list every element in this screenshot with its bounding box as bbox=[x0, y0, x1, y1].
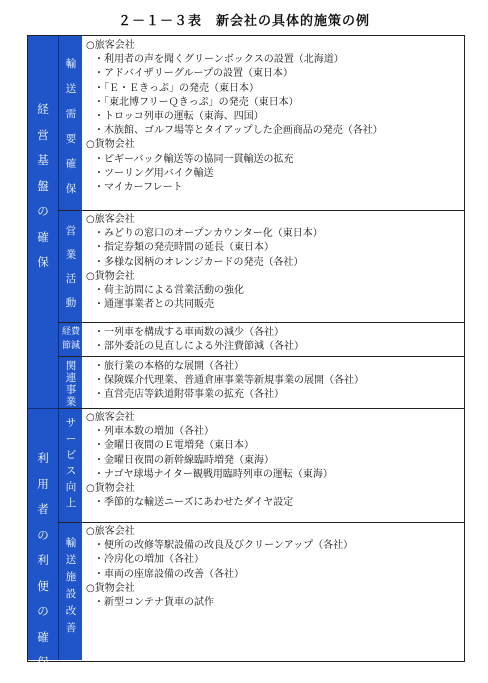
section-heading-char: 営 bbox=[65, 225, 77, 237]
category-char: 者 bbox=[37, 502, 49, 516]
measure-item: ・部外委託の見直しによる外注費節減（各社） bbox=[94, 341, 304, 353]
section-content bbox=[82, 210, 464, 322]
section-heading-char: 施 bbox=[65, 571, 77, 583]
row-divider bbox=[58, 322, 464, 323]
section-heading-cell bbox=[58, 356, 82, 408]
company-heading: ○貨物会社 bbox=[86, 139, 135, 151]
section-heading-cell bbox=[58, 36, 82, 210]
measure-item: ・新型コンテナ貨車の試作 bbox=[94, 597, 214, 609]
measure-item: ・一列車を構成する車両数の減少（各社） bbox=[94, 327, 284, 338]
section-content bbox=[82, 408, 464, 522]
measure-item: ・ピギーバック輸送等の協同一貫輸送の拡充 bbox=[94, 153, 294, 165]
section-heading-char: 送 bbox=[65, 554, 77, 566]
category-char: 経 bbox=[37, 102, 49, 116]
section-content bbox=[82, 322, 464, 356]
company-heading: ○貨物会社 bbox=[86, 582, 135, 594]
section-heading-cost-reduction bbox=[59, 325, 83, 353]
category-char: 用 bbox=[37, 476, 49, 491]
section-heading-char: 活 bbox=[65, 273, 77, 285]
measure-item: ・多様な図柄のオレンジカードの発売（各社） bbox=[94, 256, 304, 268]
section-heading-char: 経費 bbox=[61, 327, 80, 337]
company-heading: ○貨物会社 bbox=[86, 270, 135, 282]
table-title: ２－１－３表 新会社の具体的施策の例 bbox=[117, 14, 370, 29]
category-label-management bbox=[28, 104, 58, 283]
section-heading-char: 保 bbox=[65, 183, 77, 195]
section-heading-service-improvement bbox=[59, 415, 83, 511]
section-heading-char: ビ bbox=[65, 449, 77, 461]
section-heading-char: 事 bbox=[65, 384, 77, 396]
section-heading-char: 要 bbox=[65, 133, 77, 145]
section-heading-char: サ bbox=[65, 417, 77, 429]
measure-item: ・指定券類の発売時間の延長（東日本） bbox=[94, 242, 274, 254]
section-heading-sales-activity bbox=[59, 219, 83, 315]
section-heading-char: 動 bbox=[65, 297, 77, 309]
row-divider bbox=[58, 210, 464, 211]
section-heading-facility-improvement bbox=[59, 535, 83, 637]
measure-item: ・直営売店等鉄道附帯事業の拡充（各社） bbox=[94, 389, 284, 401]
section-heading-char: 輸 bbox=[65, 58, 77, 70]
section-heading-related-business bbox=[59, 360, 83, 408]
category-char: の bbox=[37, 204, 49, 218]
category-char: 営 bbox=[37, 127, 49, 142]
section-content bbox=[82, 522, 464, 660]
section-heading-char: 関 bbox=[65, 360, 77, 372]
section-heading-char: 輸 bbox=[65, 537, 77, 549]
section-heading-char: 確 bbox=[65, 158, 77, 170]
section-heading-char: 節減 bbox=[61, 341, 80, 351]
category-char: 確 bbox=[37, 629, 49, 644]
category-char: 保 bbox=[37, 655, 49, 669]
section-heading-transport-demand bbox=[59, 52, 83, 202]
category-char: 便 bbox=[37, 578, 49, 593]
category-char: 利 bbox=[37, 451, 49, 465]
category-char: 保 bbox=[37, 255, 49, 269]
measure-item: ・季節的な輸送ニーズにあわせたダイヤ設定 bbox=[94, 497, 294, 509]
category-char: の bbox=[37, 604, 49, 618]
measure-item: ・保険媒介代理業、普通倉庫事業等新規事業の展開（各社） bbox=[94, 375, 364, 387]
section-heading-char: 善 bbox=[65, 622, 77, 634]
company-heading: ○旅客会社 bbox=[86, 526, 135, 537]
section-heading-char: ス bbox=[65, 465, 77, 477]
company-heading: ○旅客会社 bbox=[86, 40, 135, 51]
section-heading-cell bbox=[58, 210, 82, 322]
category-char: 基 bbox=[37, 153, 49, 167]
measure-item: ・マイカーフレート bbox=[94, 182, 183, 194]
section-heading-cell bbox=[58, 408, 82, 522]
section-heading-cell bbox=[58, 522, 82, 660]
measure-item: ・ナゴヤ球場ナイター観戦用臨時列車の運転（東海） bbox=[94, 468, 333, 480]
section-heading-char: 上 bbox=[65, 497, 77, 509]
row-divider bbox=[58, 522, 464, 523]
measure-item: ・冷房化の増加（各社） bbox=[94, 554, 204, 566]
section-heading-char: 向 bbox=[65, 481, 77, 493]
measure-item: ・トロッコ列車の運転（東海、四国） bbox=[94, 111, 264, 123]
measure-item: ・金曜日夜間のＥ電増発（東日本） bbox=[94, 440, 254, 452]
measure-item: ・「東北博フリーＱきっぷ」の発売（東日本） bbox=[94, 96, 299, 108]
section-heading-char: 送 bbox=[65, 83, 77, 95]
category-char: 確 bbox=[37, 229, 49, 244]
section-content bbox=[82, 36, 464, 210]
company-heading: ○旅客会社 bbox=[86, 214, 135, 225]
measure-item: ・みどりの窓口のオープンカウンター化（東日本） bbox=[94, 228, 323, 240]
section-heading-char: 業 bbox=[65, 396, 77, 408]
category-char: の bbox=[37, 527, 49, 542]
measure-item: ・利用者の声を聞くグリーンボックスの設置（北海道） bbox=[94, 54, 344, 66]
company-heading: ○貨物会社 bbox=[86, 483, 135, 495]
section-heading-char: 連 bbox=[65, 372, 77, 384]
measure-item: ・「Ｅ・Ｅきっぷ」の発売（東日本） bbox=[94, 82, 259, 94]
company-heading: ○旅客会社 bbox=[86, 412, 135, 423]
measure-item: ・アドバイザリーグループの設置（東日本） bbox=[94, 68, 293, 80]
section-heading-cell bbox=[58, 322, 82, 356]
row-divider bbox=[58, 356, 464, 357]
measure-item: ・金曜日夜間の新幹線臨時増発（東海） bbox=[94, 454, 274, 466]
section-heading-char: ー bbox=[65, 433, 77, 445]
category-char: 利 bbox=[37, 553, 49, 567]
section-heading-char: 業 bbox=[65, 249, 77, 261]
section-heading-char: 設 bbox=[65, 588, 77, 600]
section-heading-char: 需 bbox=[65, 108, 77, 120]
measure-item: ・旅行業の本格的な展開（各社） bbox=[94, 361, 244, 372]
row-divider bbox=[58, 408, 464, 409]
section-heading-char: 改 bbox=[65, 605, 77, 617]
measures-table bbox=[27, 35, 465, 669]
category-label-users bbox=[28, 453, 58, 683]
measure-item: ・車両の座席設備の改善（各社） bbox=[94, 568, 244, 580]
measure-item: ・ツーリング用バイク輸送 bbox=[94, 167, 214, 179]
category-char: 盤 bbox=[37, 178, 49, 193]
measure-item: ・木族館、ゴルフ場等とタイアップした企画商品の発売（各社） bbox=[94, 125, 383, 137]
section-content bbox=[82, 356, 464, 408]
measure-item: ・列車本数の増加（各社） bbox=[94, 426, 214, 438]
measure-item: ・荷主訪問による営業活動の強化 bbox=[94, 285, 244, 297]
category-cell-management bbox=[28, 36, 58, 408]
measure-item: ・通運事業者との共同販売 bbox=[94, 299, 214, 311]
measure-item: ・便所の改修等駅設備の改良及びクリーンアップ（各社） bbox=[94, 540, 354, 552]
category-cell-users bbox=[28, 408, 58, 669]
